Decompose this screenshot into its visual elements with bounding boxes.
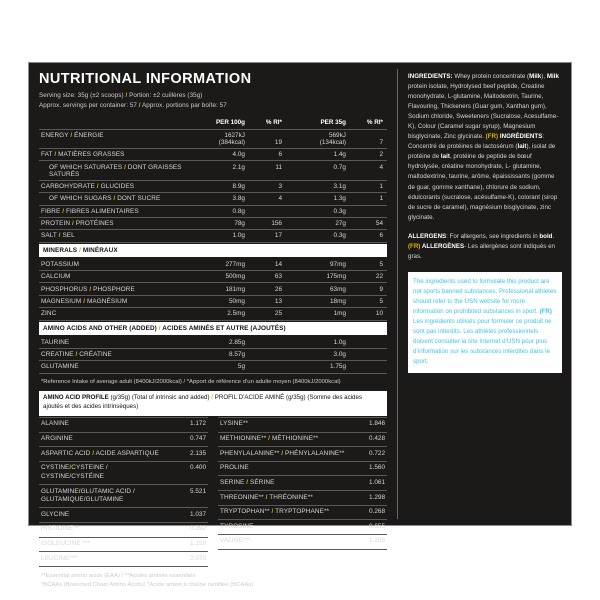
allergen-milk-2: Milk: [546, 73, 559, 80]
column-header-blank: [39, 116, 183, 129]
amino-acid-row: [218, 505, 387, 520]
row-ri35: 5: [351, 259, 387, 271]
row-per100: 2.1g: [183, 161, 250, 180]
amino-acid-row: [218, 447, 387, 462]
row-per100: 181mg: [183, 283, 250, 295]
allergen-lait-1: lait: [517, 143, 527, 151]
amino-acid-table-right: [218, 417, 387, 550]
amino-acid-name: ALANINE: [39, 417, 172, 432]
allergens-text-en-1: : For allergens, see ingredients in: [446, 232, 540, 240]
serving-size-fr: Portion: ±2 cuillères (35g): [129, 91, 203, 99]
amino-acid-name: GLUTAMINE/GLUTAMIC ACID / GLUTAMIQUE/GLUTAMINE: [39, 485, 172, 508]
row-per100: 8.9g: [183, 180, 250, 192]
amino-acid-row: [39, 417, 208, 432]
serving-size-line: [39, 91, 387, 101]
amino-acid-row: [39, 522, 208, 537]
amino-acid-name: ISOLEUCINE ***: [39, 537, 172, 552]
table-row: [39, 348, 387, 360]
fr-tag: (FR): [485, 133, 499, 141]
servings-per-container-line: [39, 101, 387, 111]
ingredients-text-fr-1: : Concentré de protéines de lactosérum (: [408, 133, 545, 151]
amino-profile-title: AMINO ACID PROFILE: [43, 394, 109, 402]
row-per100: 500mg: [183, 271, 250, 283]
amino-acid-value: 1.560: [351, 461, 387, 476]
ingredients-text-en-2: ),: [541, 73, 547, 80]
amino-acid-row: [39, 537, 208, 552]
allergens-label-fr: ALLERGÈNES: [420, 242, 465, 250]
row-ri100: 25: [250, 308, 286, 320]
amino-acid-name: ARGININE: [39, 432, 172, 447]
allergen-lait-2: lait: [440, 153, 450, 161]
row-label: CREATINE / CRÉATINE: [39, 348, 183, 360]
row-label: OF WHICH SUGARS / DONT SUCRE: [39, 193, 183, 205]
row-per35: 1.75g: [286, 361, 351, 373]
row-label: ENERGY / ÉNERGIE: [39, 129, 183, 148]
row-per35: 1.4g: [286, 149, 351, 161]
row-ri100: 63: [250, 271, 286, 283]
ingredients-text-fr-2: ), isolat de protéine de: [408, 143, 556, 161]
amino-acid-value: 0.655: [351, 520, 387, 535]
amino-acid-row: [218, 461, 387, 476]
row-per100: 5g: [183, 361, 250, 373]
amino-acid-grid: [39, 417, 387, 567]
row-ri35: 7: [351, 129, 387, 148]
right-column: [398, 63, 571, 525]
row-per35: 0.3g: [286, 230, 351, 242]
row-ri100: [250, 205, 286, 217]
row-per35: 569kJ (134kcal): [286, 129, 351, 148]
row-per100: 1627kJ (384kcal): [183, 129, 250, 148]
table-row: [39, 180, 387, 192]
lang-separator: /: [125, 91, 128, 99]
left-column: [29, 63, 397, 589]
row-per35: 1.0g: [286, 337, 351, 349]
amino-acid-name: VALINE***: [218, 534, 351, 549]
amino-acid-row: [39, 552, 208, 567]
table-row: [39, 205, 387, 217]
ingredients-block: [408, 72, 562, 223]
table-row: [39, 129, 387, 148]
amino-acid-value: 1.061: [351, 476, 387, 491]
row-ri100: 156: [250, 217, 286, 229]
amino-acid-footnotes: [39, 567, 387, 591]
row-ri100: 11: [250, 161, 286, 180]
ingredients-label-fr: INGRÉDIENTS: [498, 133, 543, 141]
row-ri35: [351, 205, 387, 217]
minerals-section-header: MINERALS / MINÉRAUX: [39, 242, 387, 259]
row-label: PROTEIN / PROTÉINES: [39, 217, 183, 229]
ingredients-text-fr-3: , protéine de peptide de bœuf hydrolysée, créatine monohydrate, L- glutamine, maltodextrine, taurine, arôme, épaississants (gomme de guar, gomme xanthane), chlorure de sodium, édulcorants (sucralose, acésulfame-K), colorant (sirop de sucre de caramel), magnésium bisglycinate, zinc glycinate.: [408, 153, 558, 221]
column-header-ri100: % RI*: [250, 116, 286, 129]
amino-acid-value: 0.268: [351, 505, 387, 520]
row-per100: 2.5mg: [183, 308, 250, 320]
amino-acid-name: SERINE / SÉRINE: [218, 476, 351, 491]
row-per35: 1mg: [286, 308, 351, 320]
row-per100: 4.0g: [183, 149, 250, 161]
table-row: [39, 271, 387, 283]
table-row: [39, 149, 387, 161]
amino-acid-row: [39, 432, 208, 447]
amino-acid-value: 1.205: [351, 534, 387, 549]
amino-acid-name: TYROSINE: [218, 520, 351, 535]
amino-acid-name: GLYCINE: [39, 508, 172, 523]
row-per35: 27g: [286, 217, 351, 229]
allergens-text-fr: - Les allergènes sont indiqués en gras.: [408, 242, 555, 260]
amino-acid-value: 0.392: [172, 522, 208, 537]
amino-acid-profile-heading: [39, 391, 387, 416]
table-row: [39, 308, 387, 320]
row-label: FAT / MATIÈRES GRASSES: [39, 149, 183, 161]
row-ri100: 4: [250, 193, 286, 205]
allergens-block: [408, 232, 562, 262]
reference-intake-footnote: *Reference Intake of average adult (8400kJ/2000kcal) / *Apport de référence d’un adulte moyen (8400kJ/2000kcal): [41, 378, 341, 385]
fr-tag: (FR): [539, 307, 552, 315]
row-ri35: 10: [351, 308, 387, 320]
servings-per-container-en: Approx. servings per container: 57: [39, 101, 137, 109]
row-per100: 78g: [183, 217, 250, 229]
row-ri35: 2: [351, 149, 387, 161]
row-per35: 97mg: [286, 259, 351, 271]
amino-acid-value: 1.159: [172, 537, 208, 552]
row-label: POTASSIUM: [39, 259, 183, 271]
ingredients-text-en-3: protein isolate, Hydrolysed beef peptide, Creatine monohydrate, L-glutamine, Maltodextrin, Taurine, Flavouring, Thickeners (Guar gum, Xanthan gum), Sodium chloride, Sweeteners (Sucralose, Acesulfame-K), Colour (Caramel sugar syrup), Magnesium bisglycinate, Zinc glycinate.: [408, 83, 559, 141]
amino-acid-value: 1.037: [172, 508, 208, 523]
row-label: PHOSPHORUS / PHOSPHORE: [39, 283, 183, 295]
row-ri35: 6: [351, 230, 387, 242]
amino-profile-sub-en: (g/35g) (Total of intrinsic and added): [108, 394, 212, 402]
notice-text-fr: Les ingrédients utilisés pour formuler ce produit ne sont pas interdits. Les athlètes professionnels doivent consulter la site Internet d’USN pour plus d’information sur les substances interdites dans le sport.: [413, 318, 552, 366]
ingredients-label-en: INGREDIENTS:: [408, 73, 453, 80]
amino-acid-name: PHENYLALANINE** / PHÉNYLALANINE**: [218, 447, 351, 462]
notice-text-en: The ingredients used to formulate this product are not sports banned substances. Professional athletes should refer to the USN website for more information on prohibited substances in sport.: [413, 277, 557, 315]
row-ri100: [250, 337, 286, 349]
row-ri35: 1: [351, 193, 387, 205]
row-per100: 277mg: [183, 259, 250, 271]
amino-acid-row: [218, 476, 387, 491]
amino-acid-row: [218, 491, 387, 506]
row-ri100: 19: [250, 129, 286, 148]
added-amino-section-header: AMINO ACIDS AND OTHER (ADDED) / ACIDES AMINÉS ET AUTRE (AJOUTÉS): [39, 320, 387, 337]
amino-acid-column-right: [218, 417, 387, 567]
row-label: FIBRE / FIBRES ALIMENTAIRES: [39, 205, 183, 217]
amino-acid-name: PROLINE: [218, 461, 351, 476]
ingredients-text-en-1: Whey protein concentrate (: [452, 73, 530, 80]
table-row: [39, 337, 387, 349]
lang-separator: /: [211, 394, 214, 402]
row-label: OF WHICH SATURATES / DONT GRAISSES SATURÉS: [39, 161, 183, 180]
page-title: NUTRITIONAL INFORMATION: [39, 71, 252, 87]
row-ri35: [351, 361, 387, 373]
amino-acid-value: 1.172: [172, 417, 208, 432]
row-label: CALCIUM: [39, 271, 183, 283]
table-row: [39, 217, 387, 229]
amino-profile-sub-fr: PROFIL D’ACIDE AMINÉ (g/35g) (Somme des acides ajoutés et des acides intrinsèques): [43, 394, 363, 411]
table-header-row: [39, 116, 387, 129]
amino-acid-row: [39, 485, 208, 508]
row-ri35: 22: [351, 271, 387, 283]
amino-acid-row: [218, 534, 387, 549]
row-ri35: 1: [351, 180, 387, 192]
table-row: [39, 361, 387, 373]
column-header-per35: PER 35g: [286, 116, 351, 129]
table-row: [39, 230, 387, 242]
row-ri100: 6: [250, 149, 286, 161]
banned-substances-notice: [408, 272, 562, 373]
column-header-ri35: % RI*: [351, 116, 387, 129]
row-per100: 2.85g: [183, 337, 250, 349]
row-ri100: 3: [250, 180, 286, 192]
table-row: [39, 283, 387, 295]
amino-acid-row: [39, 508, 208, 523]
amino-acid-name: ASPARTIC ACID / ACIDE ASPARTIQUE: [39, 447, 172, 462]
row-per35: 3.0g: [286, 348, 351, 360]
row-per35: 3.1g: [286, 180, 351, 192]
row-label: GLUTAMINE: [39, 361, 183, 373]
table-row: [39, 295, 387, 307]
amino-acid-name: HISTIDINE**: [39, 522, 172, 537]
row-ri100: 26: [250, 283, 286, 295]
row-ri35: 4: [351, 161, 387, 180]
amino-acid-column-left: [39, 417, 208, 567]
servings-per-container-fr: Approx. portions par boîte: 57: [142, 101, 227, 109]
row-per35: 175mg: [286, 271, 351, 283]
amino-acid-row: [39, 461, 208, 484]
row-per35: 63mg: [286, 283, 351, 295]
row-label: TAURINE: [39, 337, 183, 349]
table-row: [39, 161, 387, 180]
column-header-per100: PER 100g: [183, 116, 250, 129]
nutrition-label-panel: [28, 62, 572, 589]
amino-acid-row: [218, 417, 387, 432]
amino-acid-table-left: [39, 417, 208, 567]
amino-acid-value: 0.428: [351, 432, 387, 447]
nutrition-table: [39, 116, 387, 373]
allergens-bold-word: bold: [539, 232, 553, 240]
row-per35: 0.7g: [286, 161, 351, 180]
amino-acid-value: 5.521: [172, 485, 208, 508]
amino-acid-row: [218, 432, 387, 447]
row-per35: 18mg: [286, 295, 351, 307]
row-ri100: 13: [250, 295, 286, 307]
row-ri100: 14: [250, 259, 286, 271]
row-ri35: [351, 337, 387, 349]
row-per100: 50mg: [183, 295, 250, 307]
row-per100: 3.8g: [183, 193, 250, 205]
amino-acid-value: 1.298: [351, 491, 387, 506]
amino-acid-name: CYSTINE/CYSTEINE / CYSTINE/CYSTÉINE: [39, 461, 172, 484]
table-row: [39, 259, 387, 271]
amino-acid-row: [39, 447, 208, 462]
amino-acid-row: [218, 520, 387, 535]
row-label: MAGNESIUM / MAGNÉSIUM: [39, 295, 183, 307]
row-ri35: 5: [351, 295, 387, 307]
allergens-text-en-2: .: [552, 232, 555, 240]
row-label: CARBOHYDRATE / GLUCIDES: [39, 180, 183, 192]
table-row: [39, 193, 387, 205]
row-per35: 1.3g: [286, 193, 351, 205]
row-ri100: [250, 348, 286, 360]
row-ri35: 54: [351, 217, 387, 229]
row-label: ZINC: [39, 308, 183, 320]
amino-acid-value: 0.722: [351, 447, 387, 462]
amino-acid-value: 0.400: [172, 461, 208, 484]
row-ri35: 9: [351, 283, 387, 295]
amino-acid-name: METHIONINE** / MÉTHIONINE**: [218, 432, 351, 447]
amino-acid-name: LEUCINE***: [39, 552, 172, 567]
row-per100: 1.0g: [183, 230, 250, 242]
row-ri100: [250, 361, 286, 373]
row-label: SALT / SEL: [39, 230, 183, 242]
fr-tag: (FR): [408, 242, 421, 250]
row-per35: 0.3g: [286, 205, 351, 217]
amino-acid-name: LYSINE**: [218, 417, 351, 432]
bcaa-footnote: *BCAAs (Branched Chain Amino Acids)/ *Acide aminé à chaîne ramifiée (BCAAs): [41, 582, 254, 589]
spacer: [408, 223, 562, 232]
row-ri100: 17: [250, 230, 286, 242]
amino-acid-value: 1.846: [351, 417, 387, 432]
lang-separator: /: [138, 101, 141, 109]
amino-acid-name: TRYPTOPHAN** / TRYPTOPHANE**: [218, 505, 351, 520]
amino-acid-value: 2.135: [172, 447, 208, 462]
allergen-milk-1: Milk: [529, 73, 542, 80]
allergens-label-en: ALLERGENS: [408, 232, 447, 240]
row-per100: 8.57g: [183, 348, 250, 360]
serving-size-en: Serving size: 35g (±2 scoops): [39, 91, 124, 99]
row-per100: 0.8g: [183, 205, 250, 217]
eaa-footnote: **Essential amino acids (EAA) / **Acides aminés essentiels: [41, 572, 196, 579]
amino-acid-value: 0.747: [172, 432, 208, 447]
row-ri35: [351, 348, 387, 360]
amino-acid-value: 2.070: [172, 552, 208, 567]
amino-acid-name: THREONINE** / THRÉONINE**: [218, 491, 351, 506]
